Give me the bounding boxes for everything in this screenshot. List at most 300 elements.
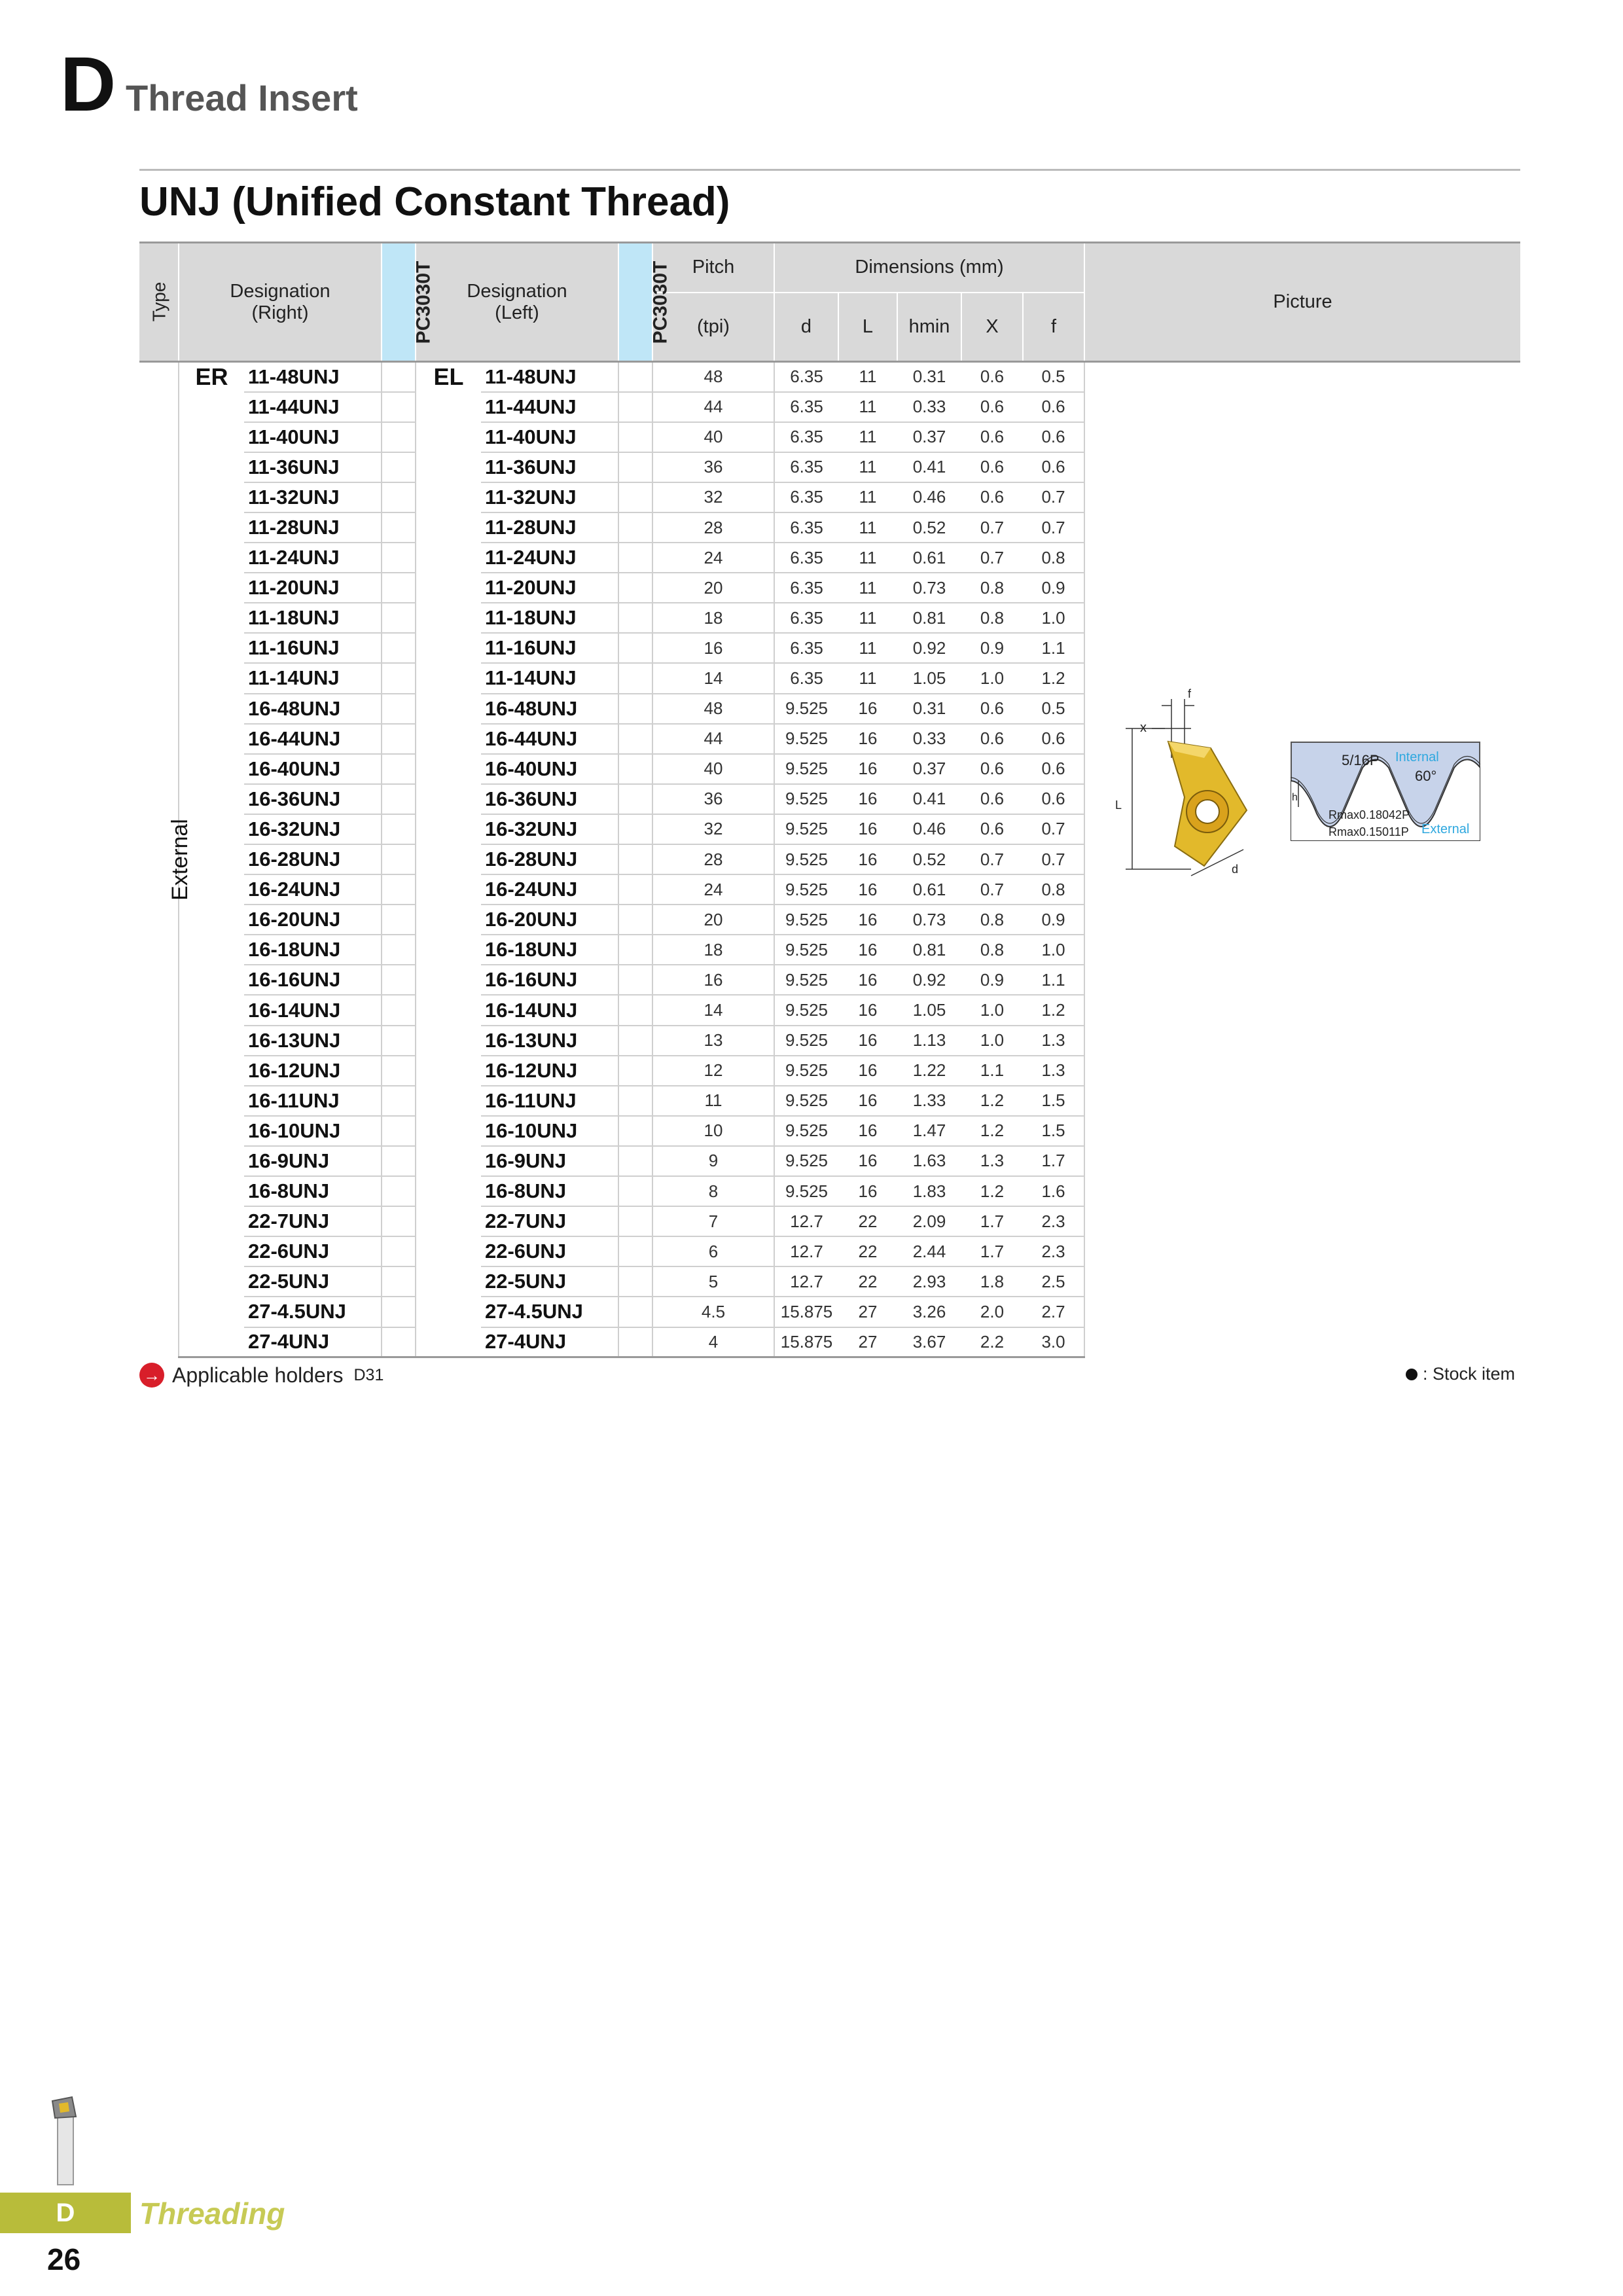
X-cell: 0.6	[961, 392, 1023, 422]
pitch-cell: 4.5	[652, 1297, 774, 1327]
f-cell: 0.7	[1023, 844, 1084, 874]
hmin-cell: 0.37	[897, 422, 961, 452]
L-cell: 11	[838, 603, 897, 633]
L-cell: 16	[838, 1116, 897, 1146]
header-type: Type	[139, 243, 179, 362]
L-cell: 11	[838, 512, 897, 543]
designation-left: 16-28UNJ	[481, 844, 618, 874]
d-cell: 9.525	[774, 1116, 838, 1146]
header-pitch: Pitch	[652, 243, 774, 293]
designation-left: 11-44UNJ	[481, 392, 618, 422]
prefix-left-empty	[416, 814, 481, 844]
X-cell: 0.6	[961, 784, 1023, 814]
L-cell: 16	[838, 724, 897, 754]
designation-left: 11-20UNJ	[481, 573, 618, 603]
prefix-right-empty	[179, 482, 244, 512]
L-cell: 11	[838, 633, 897, 663]
L-cell: 16	[838, 905, 897, 935]
chapter-tab[interactable]: D	[0, 2193, 131, 2233]
designation-left: 11-32UNJ	[481, 482, 618, 512]
pitch-cell: 10	[652, 1116, 774, 1146]
designation-right: 16-40UNJ	[244, 754, 382, 784]
stock-right-cell	[382, 844, 416, 874]
designation-left: 16-40UNJ	[481, 754, 618, 784]
prefix-right-empty	[179, 603, 244, 633]
X-cell: 0.6	[961, 362, 1023, 392]
pitch-cell: 11	[652, 1086, 774, 1116]
hmin-cell: 0.61	[897, 543, 961, 573]
stock-dot-icon	[1406, 1369, 1418, 1380]
stock-right-cell	[382, 1026, 416, 1056]
designation-left: 16-20UNJ	[481, 905, 618, 935]
prefix-right-empty	[179, 1206, 244, 1236]
prefix-left-empty	[416, 694, 481, 724]
pitch-cell: 18	[652, 935, 774, 965]
X-cell: 0.6	[961, 694, 1023, 724]
L-cell: 16	[838, 754, 897, 784]
X-cell: 0.6	[961, 482, 1023, 512]
d-cell: 6.35	[774, 362, 838, 392]
designation-right: 11-14UNJ	[244, 663, 382, 693]
stock-left-cell	[618, 1146, 652, 1176]
X-cell: 2.2	[961, 1327, 1023, 1357]
d-cell: 9.525	[774, 1176, 838, 1206]
hmin-cell: 0.52	[897, 844, 961, 874]
d-cell: 6.35	[774, 603, 838, 633]
X-cell: 1.2	[961, 1086, 1023, 1116]
hmin-cell: 0.81	[897, 935, 961, 965]
designation-left: 11-14UNJ	[481, 663, 618, 693]
designation-left: 16-44UNJ	[481, 724, 618, 754]
prefix-left-empty	[416, 543, 481, 573]
hmin-cell: 1.83	[897, 1176, 961, 1206]
stock-left-cell	[618, 965, 652, 995]
prefix-right-empty	[179, 512, 244, 543]
d-cell: 9.525	[774, 724, 838, 754]
chapter-tab-label: Threading	[139, 2197, 285, 2231]
prefix-left: EL	[416, 362, 481, 392]
X-cell: 0.6	[961, 452, 1023, 482]
hmin-cell: 0.37	[897, 754, 961, 784]
hmin-cell: 1.63	[897, 1146, 961, 1176]
stock-right-cell	[382, 1086, 416, 1116]
stock-right-cell	[382, 422, 416, 452]
stock-right-cell	[382, 362, 416, 392]
profile-external-label: External	[1421, 822, 1470, 836]
d-cell: 9.525	[774, 905, 838, 935]
prefix-right-empty	[179, 724, 244, 754]
f-cell: 1.3	[1023, 1056, 1084, 1086]
prefix-left-empty	[416, 724, 481, 754]
designation-right: 16-28UNJ	[244, 844, 382, 874]
prefix-left-empty	[416, 1297, 481, 1327]
f-cell: 1.5	[1023, 1116, 1084, 1146]
prefix-right-empty	[179, 754, 244, 784]
stock-left-cell	[618, 995, 652, 1025]
L-cell: 11	[838, 452, 897, 482]
prefix-left-empty	[416, 1056, 481, 1086]
stock-right-cell	[382, 392, 416, 422]
stock-left-cell	[618, 1086, 652, 1116]
hmin-cell: 0.31	[897, 362, 961, 392]
designation-left: 11-28UNJ	[481, 512, 618, 543]
designation-left: 11-36UNJ	[481, 452, 618, 482]
designation-right: 16-44UNJ	[244, 724, 382, 754]
stock-left-cell	[618, 874, 652, 905]
section-title: UNJ (Unified Constant Thread)	[139, 179, 730, 224]
stock-right-cell	[382, 543, 416, 573]
pitch-cell: 12	[652, 1056, 774, 1086]
d-cell: 9.525	[774, 995, 838, 1025]
designation-left: 16-32UNJ	[481, 814, 618, 844]
designation-left: 27-4UNJ	[481, 1327, 618, 1357]
f-cell: 1.0	[1023, 603, 1084, 633]
stock-left-cell	[618, 633, 652, 663]
prefix-left-empty	[416, 874, 481, 905]
d-cell: 9.525	[774, 694, 838, 724]
stock-left-cell	[618, 1266, 652, 1297]
X-cell: 1.7	[961, 1236, 1023, 1266]
X-cell: 1.1	[961, 1056, 1023, 1086]
d-cell: 6.35	[774, 392, 838, 422]
designation-left: 27-4.5UNJ	[481, 1297, 618, 1327]
designation-left: 22-5UNJ	[481, 1266, 618, 1297]
stock-right-cell	[382, 905, 416, 935]
designation-left: 11-24UNJ	[481, 543, 618, 573]
stock-left-cell	[618, 1056, 652, 1086]
stock-left-cell	[618, 784, 652, 814]
designation-left: 22-6UNJ	[481, 1236, 618, 1266]
designation-right: 16-24UNJ	[244, 874, 382, 905]
prefix-left-empty	[416, 1236, 481, 1266]
header-f: f	[1023, 293, 1084, 362]
designation-right: 16-20UNJ	[244, 905, 382, 935]
designation-right: 11-32UNJ	[244, 482, 382, 512]
prefix-right-empty	[179, 452, 244, 482]
L-cell: 16	[838, 1086, 897, 1116]
prefix-left-empty	[416, 603, 481, 633]
hmin-cell: 0.73	[897, 905, 961, 935]
applicable-holders-note[interactable]	[139, 1363, 383, 1388]
type-external-cell: External	[139, 362, 179, 1357]
hmin-cell: 1.22	[897, 1056, 961, 1086]
profile-internal-label: Internal	[1395, 750, 1439, 764]
designation-left: 16-48UNJ	[481, 694, 618, 724]
hmin-cell: 0.81	[897, 603, 961, 633]
pitch-cell: 32	[652, 482, 774, 512]
prefix-left-empty	[416, 965, 481, 995]
d-cell: 6.35	[774, 512, 838, 543]
prefix-left-empty	[416, 905, 481, 935]
hmin-cell: 2.09	[897, 1206, 961, 1236]
header-grade-right: PC3030T	[382, 243, 416, 362]
f-cell: 1.2	[1023, 995, 1084, 1025]
X-cell: 1.0	[961, 995, 1023, 1025]
prefix-right-empty	[179, 965, 244, 995]
pitch-cell: 13	[652, 1026, 774, 1056]
stock-right-cell	[382, 1116, 416, 1146]
designation-left: 11-40UNJ	[481, 422, 618, 452]
L-cell: 16	[838, 1056, 897, 1086]
pitch-cell: 8	[652, 1176, 774, 1206]
header-designation-right: Designation (Right)	[179, 243, 382, 362]
header-dimensions: Dimensions (mm)	[774, 243, 1084, 293]
prefix-right-empty	[179, 784, 244, 814]
stock-right-cell	[382, 1236, 416, 1266]
prefix-right-empty	[179, 1176, 244, 1206]
pitch-cell: 36	[652, 452, 774, 482]
prefix-left-empty	[416, 392, 481, 422]
stock-left-cell	[618, 754, 652, 784]
prefix-right-empty	[179, 935, 244, 965]
X-cell: 0.9	[961, 965, 1023, 995]
d-cell: 15.875	[774, 1327, 838, 1357]
d-cell: 9.525	[774, 965, 838, 995]
L-cell: 16	[838, 1026, 897, 1056]
prefix-right-empty	[179, 1026, 244, 1056]
stock-legend	[1406, 1364, 1515, 1384]
pitch-cell: 28	[652, 844, 774, 874]
L-cell: 16	[838, 1146, 897, 1176]
prefix-right-empty	[179, 694, 244, 724]
pitch-cell: 36	[652, 784, 774, 814]
threading-tool-icon	[46, 2094, 85, 2186]
stock-right-cell	[382, 1056, 416, 1086]
pitch-cell: 14	[652, 995, 774, 1025]
designation-left: 16-14UNJ	[481, 995, 618, 1025]
hmin-cell: 1.47	[897, 1116, 961, 1146]
prefix-left-empty	[416, 754, 481, 784]
header-divider	[139, 169, 1520, 171]
X-cell: 1.0	[961, 663, 1023, 693]
X-cell: 0.6	[961, 724, 1023, 754]
pitch-cell: 40	[652, 422, 774, 452]
prefix-right-empty	[179, 633, 244, 663]
prefix-right-empty	[179, 1327, 244, 1357]
insert-drawing	[1113, 686, 1270, 889]
stock-left-cell	[618, 844, 652, 874]
hmin-cell: 0.41	[897, 452, 961, 482]
prefix-left-empty	[416, 784, 481, 814]
f-cell: 3.0	[1023, 1327, 1084, 1357]
stock-right-cell	[382, 603, 416, 633]
thread-profile-diagram	[1291, 742, 1480, 841]
hmin-cell: 0.73	[897, 573, 961, 603]
d-cell: 15.875	[774, 1297, 838, 1327]
f-cell: 1.6	[1023, 1176, 1084, 1206]
X-cell: 0.6	[961, 422, 1023, 452]
pitch-cell: 5	[652, 1266, 774, 1297]
f-cell: 1.1	[1023, 965, 1084, 995]
d-cell: 6.35	[774, 633, 838, 663]
stock-left-cell	[618, 814, 652, 844]
stock-left-cell	[618, 392, 652, 422]
hmin-cell: 0.61	[897, 874, 961, 905]
stock-left-cell	[618, 543, 652, 573]
prefix-left-empty	[416, 1176, 481, 1206]
f-cell: 2.3	[1023, 1236, 1084, 1266]
hmin-cell: 0.92	[897, 633, 961, 663]
stock-left-cell	[618, 935, 652, 965]
pitch-cell: 4	[652, 1327, 774, 1357]
stock-right-cell	[382, 754, 416, 784]
designation-right: 11-36UNJ	[244, 452, 382, 482]
L-cell: 22	[838, 1236, 897, 1266]
prefix-left-empty	[416, 1086, 481, 1116]
stock-right-cell	[382, 694, 416, 724]
d-cell: 9.525	[774, 1056, 838, 1086]
hmin-cell: 1.13	[897, 1026, 961, 1056]
prefix-right-empty	[179, 1146, 244, 1176]
pitch-cell: 48	[652, 694, 774, 724]
designation-left: 16-8UNJ	[481, 1176, 618, 1206]
designation-right: 11-48UNJ	[244, 362, 382, 392]
hmin-cell: 2.93	[897, 1266, 961, 1297]
drawing-label-f: f	[1188, 687, 1192, 700]
d-cell: 9.525	[774, 1146, 838, 1176]
pitch-cell: 7	[652, 1206, 774, 1236]
pitch-cell: 18	[652, 603, 774, 633]
profile-rmax-external: Rmax0.15011P	[1329, 825, 1409, 838]
designation-left: 16-11UNJ	[481, 1086, 618, 1116]
header-designation-left: Designation (Left)	[416, 243, 618, 362]
f-cell: 1.1	[1023, 633, 1084, 663]
f-cell: 0.9	[1023, 573, 1084, 603]
X-cell: 0.8	[961, 905, 1023, 935]
f-cell: 1.0	[1023, 935, 1084, 965]
L-cell: 22	[838, 1266, 897, 1297]
holders-ref[interactable]: D31	[353, 1365, 384, 1384]
f-cell: 1.7	[1023, 1146, 1084, 1176]
X-cell: 1.0	[961, 1026, 1023, 1056]
pitch-cell: 32	[652, 814, 774, 844]
L-cell: 16	[838, 844, 897, 874]
X-cell: 0.7	[961, 512, 1023, 543]
designation-right: 11-44UNJ	[244, 392, 382, 422]
profile-angle: 60°	[1415, 768, 1437, 784]
f-cell: 0.8	[1023, 874, 1084, 905]
header-pitch-unit: (tpi)	[652, 293, 774, 362]
stock-right-cell	[382, 1206, 416, 1236]
stock-right-cell	[382, 965, 416, 995]
f-cell: 0.8	[1023, 543, 1084, 573]
hmin-cell: 0.52	[897, 512, 961, 543]
f-cell: 0.6	[1023, 422, 1084, 452]
pitch-cell: 24	[652, 543, 774, 573]
designation-right: 16-10UNJ	[244, 1116, 382, 1146]
pitch-cell: 20	[652, 905, 774, 935]
designation-right: 16-48UNJ	[244, 694, 382, 724]
stock-right-cell	[382, 935, 416, 965]
hmin-cell: 2.44	[897, 1236, 961, 1266]
pitch-cell: 6	[652, 1236, 774, 1266]
d-cell: 9.525	[774, 1086, 838, 1116]
L-cell: 16	[838, 1176, 897, 1206]
stock-right-cell	[382, 874, 416, 905]
hmin-cell: 3.26	[897, 1297, 961, 1327]
prefix-left-empty	[416, 633, 481, 663]
header-hmin: hmin	[897, 293, 961, 362]
L-cell: 27	[838, 1327, 897, 1357]
X-cell: 0.7	[961, 844, 1023, 874]
designation-right: 22-5UNJ	[244, 1266, 382, 1297]
prefix-left-empty	[416, 995, 481, 1025]
designation-right: 11-24UNJ	[244, 543, 382, 573]
prefix-left-empty	[416, 844, 481, 874]
profile-pitch-ratio: 5/16P	[1342, 752, 1380, 768]
stock-right-cell	[382, 482, 416, 512]
hmin-cell: 1.33	[897, 1086, 961, 1116]
stock-left-cell	[618, 422, 652, 452]
prefix-right-empty	[179, 905, 244, 935]
X-cell: 0.7	[961, 543, 1023, 573]
X-cell: 0.6	[961, 814, 1023, 844]
designation-left: 11-16UNJ	[481, 633, 618, 663]
f-cell: 0.5	[1023, 694, 1084, 724]
stock-left-cell	[618, 482, 652, 512]
hmin-cell: 0.31	[897, 694, 961, 724]
prefix-right-empty	[179, 1056, 244, 1086]
pitch-cell: 16	[652, 965, 774, 995]
hmin-cell: 0.41	[897, 784, 961, 814]
stock-right-cell	[382, 724, 416, 754]
prefix-right-empty	[179, 392, 244, 422]
designation-right: 16-8UNJ	[244, 1176, 382, 1206]
d-cell: 6.35	[774, 573, 838, 603]
d-cell: 6.35	[774, 543, 838, 573]
prefix-right-empty	[179, 422, 244, 452]
d-cell: 9.525	[774, 814, 838, 844]
f-cell: 1.5	[1023, 1086, 1084, 1116]
designation-right: 27-4.5UNJ	[244, 1297, 382, 1327]
hmin-cell: 1.05	[897, 995, 961, 1025]
prefix-left-empty	[416, 1026, 481, 1056]
L-cell: 16	[838, 965, 897, 995]
f-cell: 0.5	[1023, 362, 1084, 392]
designation-right: 11-20UNJ	[244, 573, 382, 603]
stock-right-cell	[382, 814, 416, 844]
drawing-label-d: d	[1232, 863, 1239, 876]
stock-right-cell	[382, 1146, 416, 1176]
stock-left-cell	[618, 1297, 652, 1327]
header-X: X	[961, 293, 1023, 362]
chapter-title: Thread Insert	[126, 77, 358, 118]
stock-left-cell	[618, 663, 652, 693]
designation-left: 16-13UNJ	[481, 1026, 618, 1056]
profile-rmax-internal: Rmax0.18042P	[1329, 808, 1410, 821]
designation-right: 16-11UNJ	[244, 1086, 382, 1116]
designation-right: 11-16UNJ	[244, 633, 382, 663]
hmin-cell: 0.33	[897, 392, 961, 422]
d-cell: 9.525	[774, 844, 838, 874]
prefix-right-empty	[179, 1266, 244, 1297]
prefix-right: ER	[179, 362, 244, 392]
X-cell: 1.2	[961, 1176, 1023, 1206]
prefix-left-empty	[416, 512, 481, 543]
f-cell: 0.6	[1023, 392, 1084, 422]
stock-right-cell	[382, 452, 416, 482]
designation-right: 16-9UNJ	[244, 1146, 382, 1176]
f-cell: 0.6	[1023, 754, 1084, 784]
table-row	[139, 362, 1520, 392]
stock-right-cell	[382, 633, 416, 663]
stock-right-cell	[382, 1266, 416, 1297]
X-cell: 0.6	[961, 754, 1023, 784]
L-cell: 11	[838, 362, 897, 392]
L-cell: 16	[838, 995, 897, 1025]
X-cell: 1.7	[961, 1206, 1023, 1236]
designation-left: 16-9UNJ	[481, 1146, 618, 1176]
